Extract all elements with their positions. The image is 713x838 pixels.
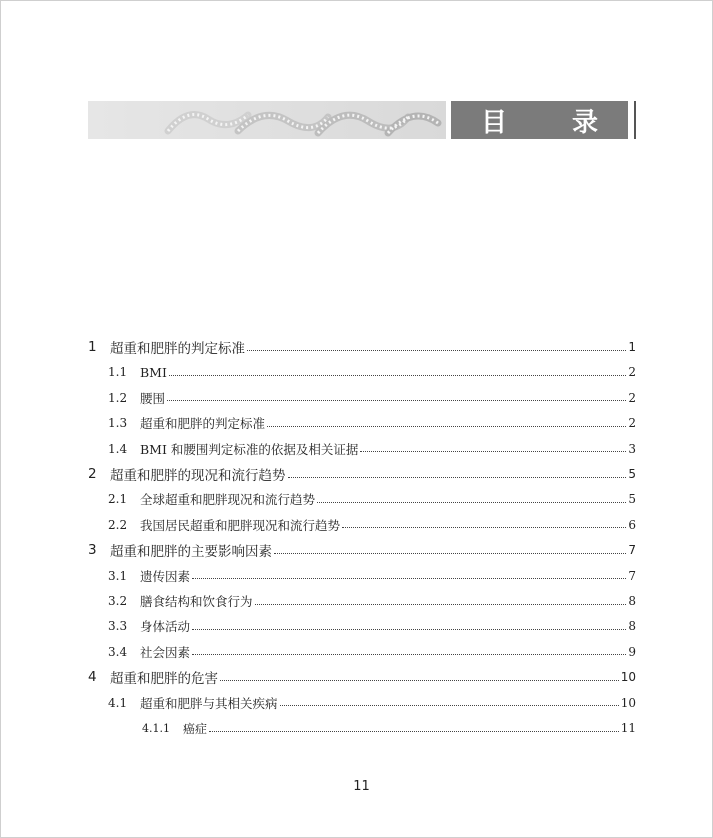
toc-entry-title: 膳食结构和饮食行为	[140, 594, 253, 609]
toc-entry-number: 4.1.1	[142, 721, 170, 735]
toc-entry-page: 9	[628, 644, 636, 659]
toc-entry-page: 7	[628, 568, 636, 583]
dot-leader	[280, 705, 619, 706]
page-number: 11	[353, 779, 370, 794]
toc-entry[interactable]	[88, 463, 636, 485]
toc-entry-number: 4.1	[108, 695, 128, 710]
toc-entry-page: 8	[628, 594, 636, 608]
toc-entry-page: 2	[628, 416, 636, 431]
toc-entry[interactable]	[108, 641, 636, 663]
toc-entry-page: 11	[620, 721, 636, 735]
toc-entry-number: 2	[88, 466, 97, 482]
toc-entry-title: 癌症	[183, 721, 208, 736]
toc-entry-title: 超重和肥胖的危害	[110, 671, 218, 688]
toc-entry-title: 我国居民超重和肥胖现况和流行趋势	[140, 517, 341, 533]
toc-entry-number: 1.1	[108, 365, 128, 380]
toc-entry-title: BMI	[140, 364, 167, 380]
dot-leader	[288, 477, 627, 478]
dot-leader	[167, 400, 626, 401]
toc-entry-page: 3	[628, 441, 636, 456]
toc-entry[interactable]	[108, 361, 636, 383]
toc-entry-title: 超重和肥胖的判定标准	[110, 341, 245, 357]
toc-entry-title: 超重和肥胖与其相关疾病	[140, 695, 278, 711]
toc-entry[interactable]	[108, 590, 636, 612]
dot-leader	[274, 553, 626, 554]
toc-entry-number: 3.2	[108, 594, 128, 608]
toc-entry[interactable]	[108, 438, 636, 460]
dot-leader	[169, 375, 626, 376]
toc-entry[interactable]	[88, 666, 636, 688]
toc-entry-page: 1	[628, 340, 636, 354]
toc-entry[interactable]	[88, 336, 636, 358]
toc-entry-title: 社会因素	[140, 644, 191, 660]
dot-leader	[342, 527, 626, 528]
toc-entry-title: 超重和肥胖的判定标准	[140, 416, 266, 432]
dot-leader	[360, 451, 626, 452]
toc-entry-page: 8	[628, 619, 636, 634]
toc-entry-number: 3.4	[108, 644, 128, 659]
toc-entry-page: 5	[628, 467, 636, 481]
toc-entry[interactable]	[88, 539, 636, 561]
dot-leader	[220, 680, 619, 681]
dot-leader	[317, 502, 626, 503]
toc-entry-page: 5	[628, 492, 636, 507]
toc-entry[interactable]	[108, 412, 636, 434]
toc-entry-page: 2	[628, 390, 636, 405]
dot-leader	[247, 350, 626, 351]
toc-entry-number: 3.3	[108, 619, 128, 634]
toc-entry[interactable]	[108, 514, 636, 536]
toc-entry-number: 2.2	[108, 517, 128, 532]
dot-leader	[192, 629, 626, 630]
toc-entry[interactable]	[108, 692, 636, 714]
toc-entry-page: 6	[628, 517, 636, 532]
dot-leader	[267, 426, 626, 427]
toc-entry-page: 7	[628, 543, 636, 558]
toc-entry-page: 10	[620, 695, 636, 710]
toc-entry[interactable]	[108, 615, 636, 637]
toc-entry[interactable]	[108, 387, 636, 409]
toc-entry-title: 腰围	[140, 390, 166, 406]
toc-entry-number: 3.1	[108, 568, 128, 583]
toc-entry-number: 1	[88, 339, 97, 355]
dot-leader	[192, 578, 626, 579]
page-title: 目 录	[451, 101, 628, 139]
toc-entry[interactable]	[108, 488, 636, 510]
toc-entry-title: 超重和肥胖的主要影响因素	[110, 544, 272, 561]
toc-entry[interactable]	[142, 717, 636, 739]
toc-entry-number: 4	[88, 669, 97, 686]
toc-entry-title: 身体活动	[140, 619, 191, 635]
dot-leader	[192, 654, 626, 655]
tape-measure-banner	[88, 101, 446, 139]
toc-entry-title: 遗传因素	[140, 568, 191, 584]
toc-entry-number: 1.4	[108, 441, 128, 456]
toc-entry[interactable]	[108, 565, 636, 587]
toc-entry-number: 1.3	[108, 416, 128, 431]
title-divider	[634, 101, 636, 139]
toc-entry-title: 全球超重和肥胖现况和流行趋势	[140, 492, 316, 508]
toc-entry-title: BMI 和腰围判定标准的依据及相关证据	[140, 441, 359, 457]
toc-entry-page: 10	[620, 670, 636, 685]
dot-leader	[209, 731, 619, 732]
toc-entry-number: 1.2	[108, 390, 128, 405]
toc-entry-number: 3	[88, 542, 97, 559]
toc-entry-page: 2	[628, 365, 636, 380]
toc-entry-title: 超重和肥胖的现况和流行趋势	[110, 468, 286, 484]
toc-entry-number: 2.1	[108, 492, 128, 507]
tape-measure-icon	[88, 101, 446, 139]
dot-leader	[255, 604, 627, 605]
